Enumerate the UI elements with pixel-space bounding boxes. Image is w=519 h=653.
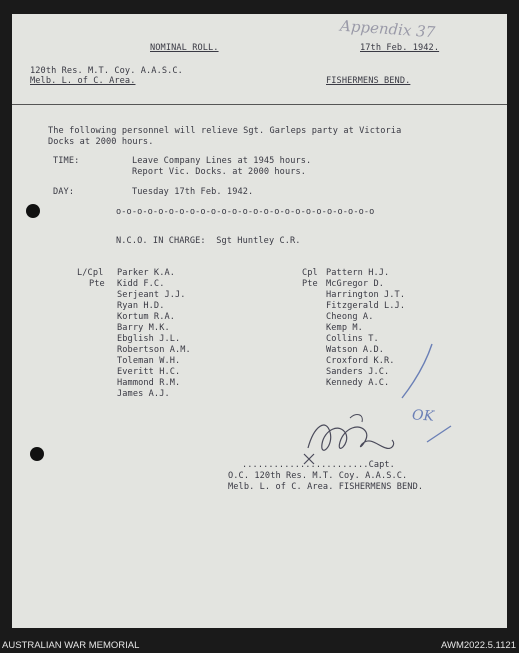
list-item: Croxford K.R. (326, 356, 395, 366)
punch-hole (26, 204, 40, 218)
ok-tick-mark (425, 422, 455, 448)
footer-catalog-id: AWM2022.5.1121 (441, 640, 516, 651)
document-page (12, 14, 507, 628)
time-label: TIME: (53, 156, 80, 166)
signature-area: Melb. L. of C. Area. FISHERMENS BEND. (228, 482, 424, 492)
list-item: Kidd F.C. (117, 279, 165, 289)
nco-in-charge: N.C.O. IN CHARGE: Sgt Huntley C.R. (116, 236, 301, 246)
pencil-stroke-mark (380, 340, 440, 400)
day-value: Tuesday 17th Feb. 1942. (132, 187, 254, 197)
left-rank-lcpl: L/Cpl (77, 268, 104, 278)
right-rank-cpl: Cpl (302, 268, 318, 278)
unit-name: 120th Res. M.T. Coy. A.A.S.C. (30, 66, 183, 76)
day-label: DAY: (53, 187, 75, 197)
document-title: NOMINAL ROLL. (150, 43, 219, 53)
list-item: Sanders J.C. (326, 367, 390, 377)
left-rank-pte: Pte (89, 279, 105, 289)
list-item: Collins T. (326, 334, 379, 344)
location-name: FISHERMENS BEND. (326, 76, 411, 86)
list-item: McGregor D. (326, 279, 385, 289)
list-item: Pattern H.J. (326, 268, 390, 278)
intro-line-1: The following personnel will relieve Sgt. Garleps party at Victoria (48, 126, 402, 136)
signature-line: ........................Capt. (242, 460, 395, 470)
list-item: Fitzgerald L.J. (326, 301, 406, 311)
list-item: Toleman W.H. (117, 356, 181, 366)
time-line-2: Report Vic. Docks. at 2000 hours. (132, 167, 307, 177)
pencil-annotation: Appendix 37 (339, 16, 436, 42)
separator-line: o-o-o-o-o-o-o-o-o-o-o-o-o-o-o-o-o-o-o-o-o-o-o-o-o (116, 207, 375, 217)
intro-line-2: Docks at 2000 hours. (48, 137, 154, 147)
signature-title: O.C. 120th Res. M.T. Coy. A.A.S.C. (228, 471, 408, 481)
list-item: Ryan H.D. (117, 301, 165, 311)
header-rule (12, 104, 507, 105)
list-item: Serjeant J.J. (117, 290, 186, 300)
document-date: 17th Feb. 1942. (360, 43, 440, 53)
list-item: Kortum R.A. (117, 312, 176, 322)
ok-mark: OK (411, 407, 435, 425)
list-item: Kemp M. (326, 323, 363, 333)
list-item: Hammond R.M. (117, 378, 181, 388)
footer-source: AUSTRALIAN WAR MEMORIAL (2, 640, 140, 651)
list-item: Kennedy A.C. (326, 378, 390, 388)
list-item: Parker K.A. (117, 268, 176, 278)
right-rank-pte: Pte (302, 279, 318, 289)
time-line-1: Leave Company Lines at 1945 hours. (132, 156, 312, 166)
list-item: James A.J. (117, 389, 170, 399)
punch-hole (30, 447, 44, 461)
list-item: Watson A.D. (326, 345, 385, 355)
list-item: Barry M.K. (117, 323, 170, 333)
list-item: Everitt H.C. (117, 367, 181, 377)
area-name: Melb. L. of C. Area. (30, 76, 136, 86)
list-item: Harrington J.T. (326, 290, 406, 300)
list-item: Robertson A.M. (117, 345, 191, 355)
list-item: Cheong A. (326, 312, 374, 322)
list-item: Ebglish J.L. (117, 334, 181, 344)
